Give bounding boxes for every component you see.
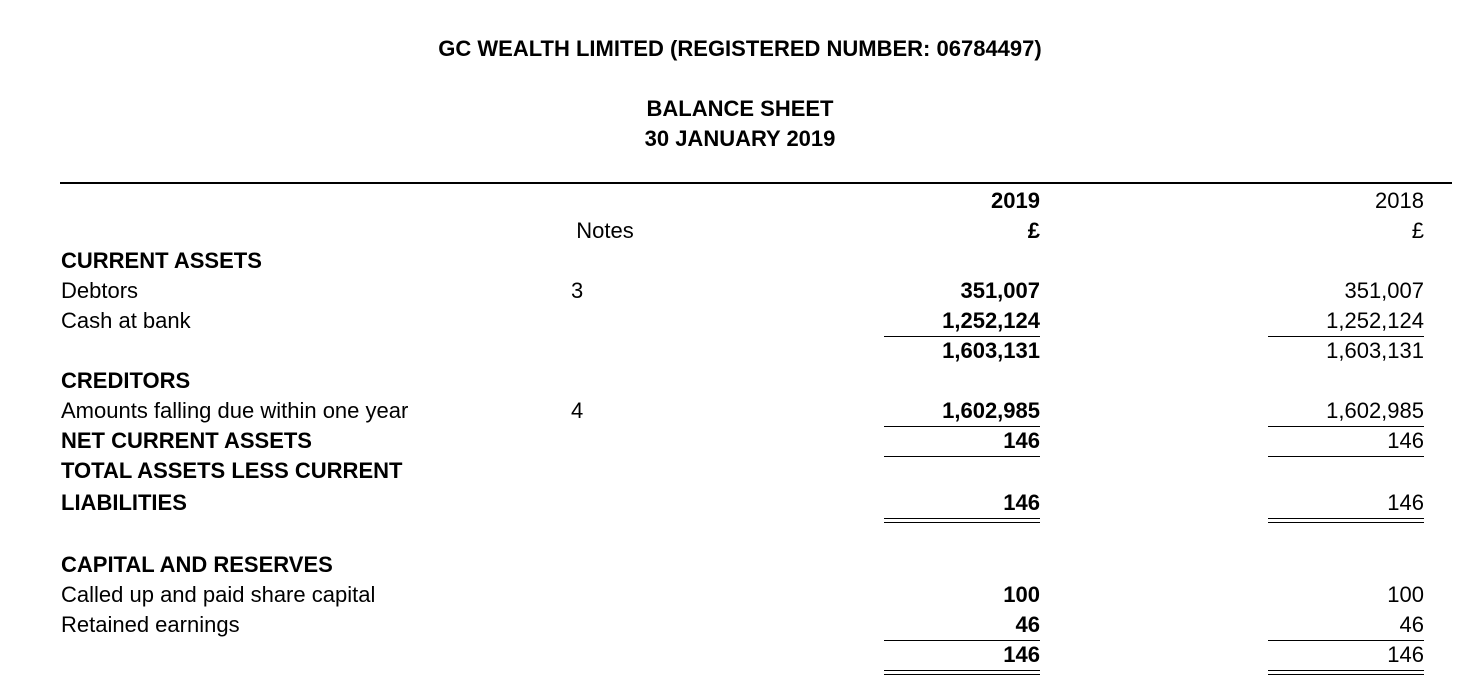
section-label: CREDITORS: [61, 368, 191, 393]
row-net-current-assets: [0, 426, 1480, 456]
row-label: Retained earnings: [61, 612, 240, 637]
row-share-capital: [0, 580, 1480, 610]
value-2018: 100: [1387, 582, 1424, 607]
row-total-assets-less-liabilities: [0, 488, 1480, 518]
section-label: CAPITAL AND RESERVES: [61, 552, 333, 577]
section-capital-reserves: [0, 550, 1480, 580]
statement-title: BALANCE SHEET: [646, 96, 834, 121]
value-2018: 46: [1399, 612, 1424, 637]
equity-total-rule-a-2018: [1268, 670, 1424, 671]
row-debtors: [0, 276, 1480, 306]
row-label: Debtors: [61, 278, 139, 303]
row-retained-earnings: [0, 610, 1480, 640]
value-2018: 1,602,985: [1326, 398, 1424, 423]
equity-total-rule-a-2019: [884, 670, 1040, 671]
value-2018: 351,007: [1344, 278, 1424, 303]
year-header-row: [0, 186, 1480, 216]
total-rule-a-2019: [884, 518, 1040, 519]
value-2019: 100: [1003, 582, 1040, 607]
value-2019: 1,603,131: [942, 338, 1040, 363]
row-total-assets-label: [0, 456, 1480, 486]
value-2018: 146: [1387, 642, 1424, 667]
currency-current-header: £: [1027, 218, 1040, 243]
note-ref: 3: [571, 278, 584, 303]
value-2019: 146: [1003, 642, 1040, 667]
row-label: TOTAL ASSETS LESS CURRENT: [61, 458, 403, 483]
row-label: NET CURRENT ASSETS: [61, 428, 312, 453]
currency-header-row: [0, 216, 1480, 246]
total-rule-b-2018: [1268, 522, 1424, 523]
statement-date: 30 JANUARY 2019: [644, 126, 836, 151]
value-2019: 351,007: [960, 278, 1040, 303]
value-2019: 146: [1003, 428, 1040, 453]
value-2019: 46: [1015, 612, 1040, 637]
section-current-assets: [0, 246, 1480, 276]
value-2018: 146: [1387, 490, 1424, 515]
section-creditors: [0, 366, 1480, 396]
company-title: GC WEALTH LIMITED (REGISTERED NUMBER: 06784497): [438, 36, 1042, 61]
total-rule-a-2018: [1268, 518, 1424, 519]
currency-prior-header: £: [1411, 218, 1424, 243]
row-amounts-due: [0, 396, 1480, 426]
row-total-equity: [0, 640, 1480, 670]
row-current-assets-subtotal: [0, 336, 1480, 366]
total-rule-b-2019: [884, 522, 1040, 523]
row-label: Cash at bank: [61, 308, 191, 333]
value-2019: 146: [1003, 490, 1040, 515]
row-label: Called up and paid share capital: [61, 582, 376, 607]
row-cash-at-bank: [0, 306, 1480, 336]
row-label: LIABILITIES: [61, 490, 187, 515]
value-2019: 1,602,985: [942, 398, 1040, 423]
value-2019: 1,252,124: [942, 308, 1040, 333]
equity-total-rule-b-2019: [884, 674, 1040, 675]
notes-header: Notes: [576, 218, 634, 243]
year-prior-header: 2018: [1375, 188, 1424, 213]
row-label: Amounts falling due within one year: [61, 398, 409, 423]
note-ref: 4: [571, 398, 584, 423]
value-2018: 1,603,131: [1326, 338, 1424, 363]
value-2018: 1,252,124: [1326, 308, 1424, 333]
value-2018: 146: [1387, 428, 1424, 453]
header-rule: [60, 182, 1452, 184]
section-label: CURRENT ASSETS: [61, 248, 262, 273]
year-current-header: 2019: [991, 188, 1040, 213]
equity-total-rule-b-2018: [1268, 674, 1424, 675]
